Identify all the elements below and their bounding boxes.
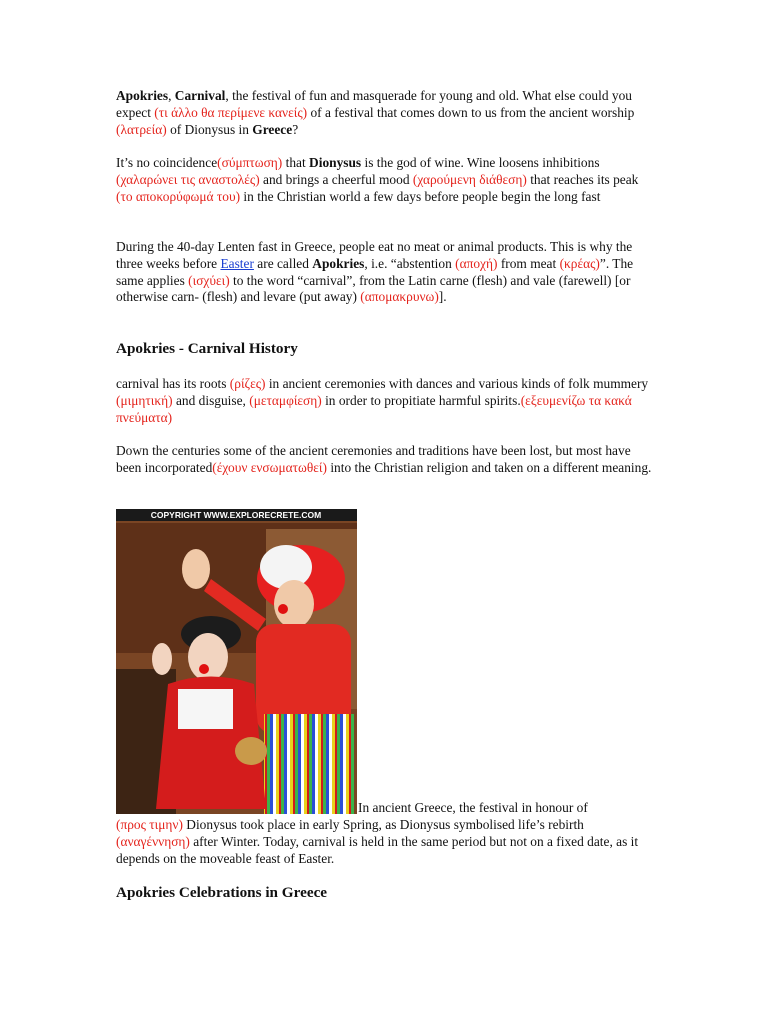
text: It’s no coincidence [116, 155, 218, 170]
paragraph-festival-dionysus [116, 817, 656, 867]
text: and disguise, [172, 392, 250, 408]
text: in the Christian world a few days before people begin the long fast [240, 188, 601, 204]
greek-gloss: (τι άλλο θα περίμενε κανείς) [154, 104, 308, 120]
text: of Dionysus in [166, 121, 253, 137]
text: are called [253, 255, 313, 271]
text: and brings a cheerful mood [259, 171, 413, 187]
term-greece: Greece [252, 121, 293, 137]
text: Dionysus took place in early Spring, as Dionysus symbolised life’s rebirth [182, 817, 584, 832]
greek-gloss: (χαρούμενη διάθεση) [412, 171, 527, 187]
paragraph-lenten-fast [116, 239, 656, 306]
carnival-photo [116, 509, 357, 814]
text: after Winter. Today, carnival is held in the same period but not on a fixed date, as it depends on the moveable feast of Easter. [116, 833, 639, 866]
section-heading-celebrations: Apokries Celebrations in Greece [116, 884, 328, 901]
caption-first-line [358, 800, 658, 817]
term-apokries: Apokries [116, 88, 169, 103]
paragraph-roots [116, 376, 656, 426]
greek-gloss: (μιμητική) [116, 392, 173, 408]
greek-gloss: (αναγέννηση) [116, 833, 190, 849]
text: carnival has its roots [116, 376, 230, 391]
text: of a festival that comes down to us from the ancient worship [307, 104, 635, 120]
greek-gloss: (μεταμφίεση) [249, 392, 322, 408]
text: that [282, 155, 310, 170]
greek-gloss: (ρίζες) [229, 376, 266, 391]
text: ? [292, 121, 299, 137]
text: , [168, 88, 175, 103]
greek-gloss: (ισχύει) [188, 272, 230, 288]
text: is the god of wine. Wine loosens inhibitions [361, 155, 600, 170]
greek-gloss: (απομακρυνω) [360, 289, 439, 305]
text: Down the centuries some of the ancient ceremonies and traditions have been lost, but most have been incorporated [116, 443, 631, 475]
term-apokries: Apokries [312, 255, 365, 271]
text: into the Christian religion and taken on a different meaning. [326, 459, 652, 475]
text: that reaches its peak [526, 171, 639, 187]
paragraph-intro [116, 88, 656, 138]
greek-gloss: (το αποκορύφωμά του) [116, 188, 241, 204]
text: in order to propitiate harmful spirits. [321, 392, 521, 408]
term-carnival: Carnival [174, 88, 226, 103]
greek-gloss: (έχουν ενσωματωθεί) [212, 459, 327, 475]
text: , i.e. “abstention [364, 255, 456, 271]
greek-gloss: (κρέας) [559, 255, 600, 271]
text: During the 40-day Lenten fast in Greece, people eat no meat or animal products. This is why the three weeks before [116, 239, 633, 271]
text: from meat [497, 255, 560, 271]
section-heading-history: Apokries - Carnival History [116, 340, 298, 357]
greek-gloss: (χαλαρώνει τις αναστολές) [116, 171, 260, 187]
greek-gloss: (αποχή) [455, 255, 498, 271]
carnival-performers-image [116, 509, 357, 814]
greek-gloss: (εξευμενίζω τα κακά πνεύματα) [116, 392, 632, 425]
photo-watermark: COPYRIGHT WWW.EXPLORECRETE.COM [150, 510, 322, 520]
easter-link[interactable]: Easter [220, 255, 254, 271]
text: In ancient Greece, the festival in honour of [358, 800, 588, 815]
text: ]. [438, 289, 447, 305]
paragraph-dionysus [116, 155, 656, 205]
text: to the word “carnival”, from the Latin carne (flesh) and vale (farewell) [or otherwise carn- (flesh) and levare (put away) [116, 272, 631, 305]
paragraph-centuries [116, 443, 656, 477]
term-dionysus: Dionysus [309, 155, 362, 170]
greek-gloss: (σύμπτωση) [217, 155, 283, 170]
text: in ancient ceremonies with dances and various kinds of folk mummery [265, 376, 649, 391]
greek-gloss: (λατρεία) [116, 121, 167, 137]
greek-gloss: (προς τιμην) [116, 817, 183, 832]
text: ”. The same applies [116, 255, 634, 288]
text: , the festival of fun and masquerade for young and old. What else could you expect [116, 88, 632, 120]
